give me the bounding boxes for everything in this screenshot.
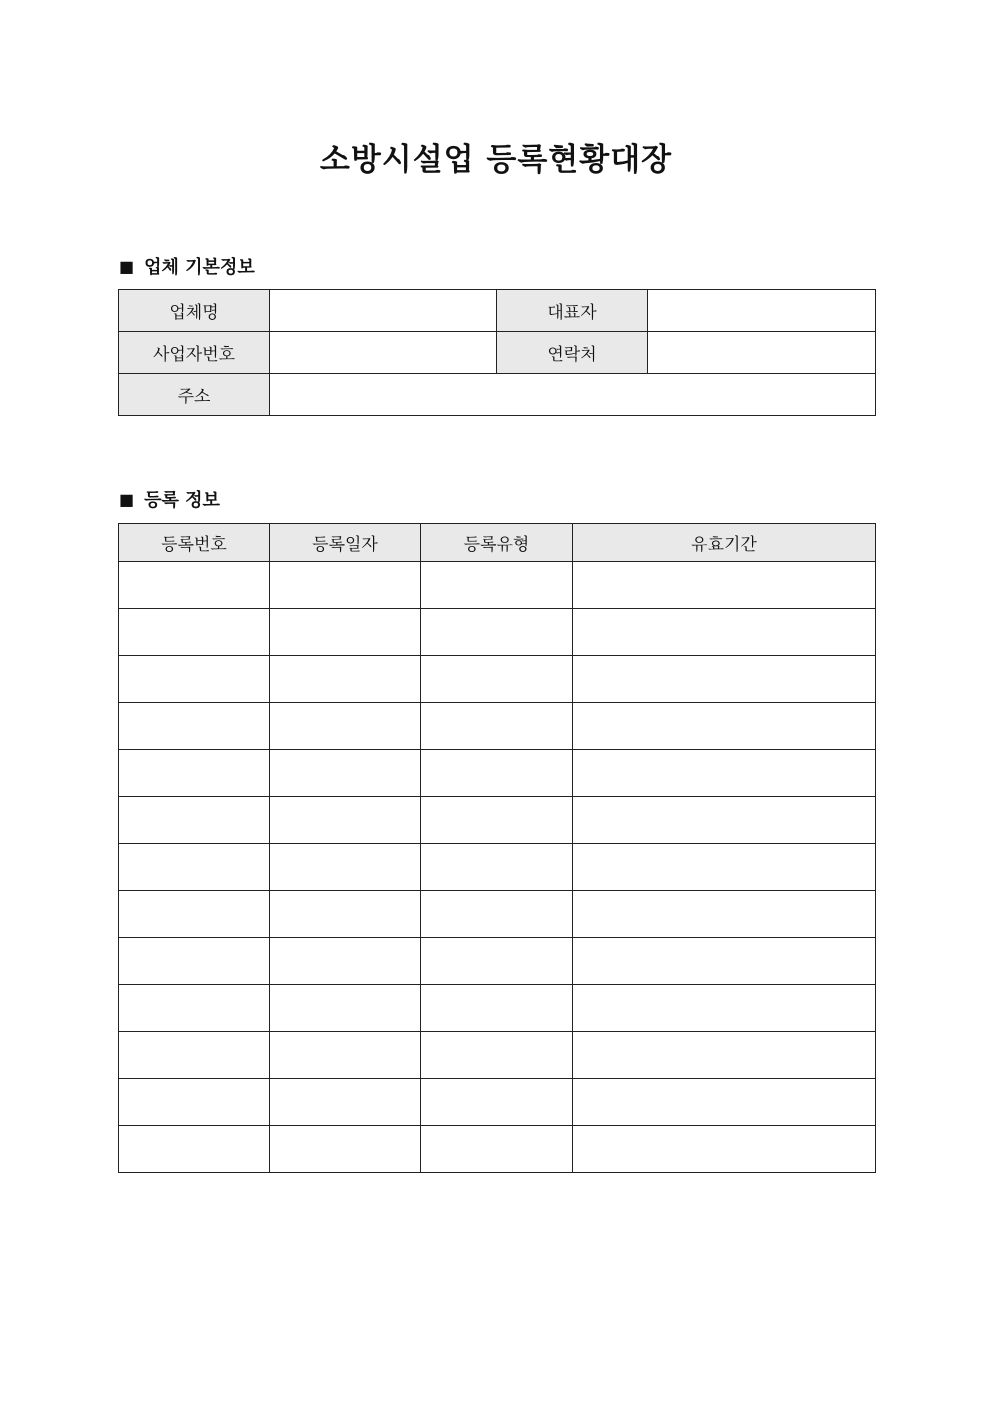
column-header-registration-number: 등록번호 xyxy=(119,524,270,562)
registration-type-cell[interactable] xyxy=(421,1079,573,1126)
registration-number-cell[interactable] xyxy=(119,1126,270,1173)
table-row xyxy=(119,562,876,609)
validity-period-cell[interactable] xyxy=(573,844,876,891)
registration-number-cell[interactable] xyxy=(119,985,270,1032)
registration-number-cell[interactable] xyxy=(119,797,270,844)
validity-period-cell[interactable] xyxy=(573,609,876,656)
table-row xyxy=(119,1079,876,1126)
validity-period-cell[interactable] xyxy=(573,750,876,797)
registration-date-cell[interactable] xyxy=(270,1126,421,1173)
table-row xyxy=(119,290,876,332)
registration-number-cell[interactable] xyxy=(119,609,270,656)
validity-period-cell[interactable] xyxy=(573,1032,876,1079)
registration-number-cell[interactable] xyxy=(119,938,270,985)
table-header-row xyxy=(119,524,876,562)
column-header-registration-date: 등록일자 xyxy=(270,524,421,562)
registration-number-cell[interactable] xyxy=(119,844,270,891)
business-number-field[interactable] xyxy=(270,332,497,374)
page-title: 소방시설업 등록현황대장 xyxy=(319,142,673,178)
table-row xyxy=(119,656,876,703)
column-header-registration-type: 등록유형 xyxy=(421,524,573,562)
registration-type-cell[interactable] xyxy=(421,562,573,609)
section-heading-label: 업체 기본정보 xyxy=(144,257,255,278)
registration-type-cell[interactable] xyxy=(421,844,573,891)
table-row xyxy=(119,1126,876,1173)
registration-type-cell[interactable] xyxy=(421,1032,573,1079)
contact-label: 연락처 xyxy=(497,332,648,374)
registration-date-cell[interactable] xyxy=(270,609,421,656)
registration-date-cell[interactable] xyxy=(270,797,421,844)
registration-date-cell[interactable] xyxy=(270,703,421,750)
registration-date-cell[interactable] xyxy=(270,750,421,797)
validity-period-cell[interactable] xyxy=(573,797,876,844)
registration-number-cell[interactable] xyxy=(119,656,270,703)
registration-date-cell[interactable] xyxy=(270,1032,421,1079)
address-field[interactable] xyxy=(270,374,876,416)
validity-period-cell[interactable] xyxy=(573,562,876,609)
registration-date-cell[interactable] xyxy=(270,938,421,985)
table-row xyxy=(119,938,876,985)
registration-type-cell[interactable] xyxy=(421,703,573,750)
registration-type-cell[interactable] xyxy=(421,797,573,844)
registration-date-cell[interactable] xyxy=(270,1079,421,1126)
column-header-validity-period: 유효기간 xyxy=(573,524,876,562)
registration-date-cell[interactable] xyxy=(270,985,421,1032)
table-row xyxy=(119,797,876,844)
registration-date-cell[interactable] xyxy=(270,891,421,938)
section-heading-registration-info xyxy=(119,486,220,512)
registration-type-cell[interactable] xyxy=(421,1126,573,1173)
basic-info-table xyxy=(118,289,876,416)
table-row xyxy=(119,703,876,750)
registration-type-cell[interactable] xyxy=(421,656,573,703)
registration-number-cell[interactable] xyxy=(119,1032,270,1079)
validity-period-cell[interactable] xyxy=(573,985,876,1032)
registration-number-cell[interactable] xyxy=(119,1079,270,1126)
registration-date-cell[interactable] xyxy=(270,656,421,703)
validity-period-cell[interactable] xyxy=(573,1126,876,1173)
table-row xyxy=(119,1032,876,1079)
registration-type-cell[interactable] xyxy=(421,938,573,985)
registration-table xyxy=(118,523,876,1173)
section-heading-label: 등록 정보 xyxy=(144,490,220,511)
registration-number-cell[interactable] xyxy=(119,562,270,609)
validity-period-cell[interactable] xyxy=(573,1079,876,1126)
section-heading-basic-info xyxy=(119,253,255,279)
registration-number-cell[interactable] xyxy=(119,750,270,797)
registration-date-cell[interactable] xyxy=(270,844,421,891)
representative-field[interactable] xyxy=(648,290,876,332)
table-row xyxy=(119,750,876,797)
registration-type-cell[interactable] xyxy=(421,750,573,797)
registration-date-cell[interactable] xyxy=(270,562,421,609)
address-label: 주소 xyxy=(119,374,270,416)
validity-period-cell[interactable] xyxy=(573,703,876,750)
table-row xyxy=(119,985,876,1032)
validity-period-cell[interactable] xyxy=(573,656,876,703)
company-name-field[interactable] xyxy=(270,290,497,332)
company-name-label: 업체명 xyxy=(119,290,270,332)
registration-number-cell[interactable] xyxy=(119,703,270,750)
registration-type-cell[interactable] xyxy=(421,985,573,1032)
business-number-label: 사업자번호 xyxy=(119,332,270,374)
validity-period-cell[interactable] xyxy=(573,938,876,985)
contact-field[interactable] xyxy=(648,332,876,374)
registration-type-cell[interactable] xyxy=(421,609,573,656)
square-bullet-icon: ■ xyxy=(119,489,135,509)
square-bullet-icon: ■ xyxy=(119,256,135,276)
representative-label: 대표자 xyxy=(497,290,648,332)
registration-type-cell[interactable] xyxy=(421,891,573,938)
validity-period-cell[interactable] xyxy=(573,891,876,938)
registration-table-body xyxy=(119,562,876,1173)
table-row xyxy=(119,332,876,374)
table-row xyxy=(119,891,876,938)
registration-number-cell[interactable] xyxy=(119,891,270,938)
table-row xyxy=(119,609,876,656)
table-row xyxy=(119,844,876,891)
table-row xyxy=(119,374,876,416)
